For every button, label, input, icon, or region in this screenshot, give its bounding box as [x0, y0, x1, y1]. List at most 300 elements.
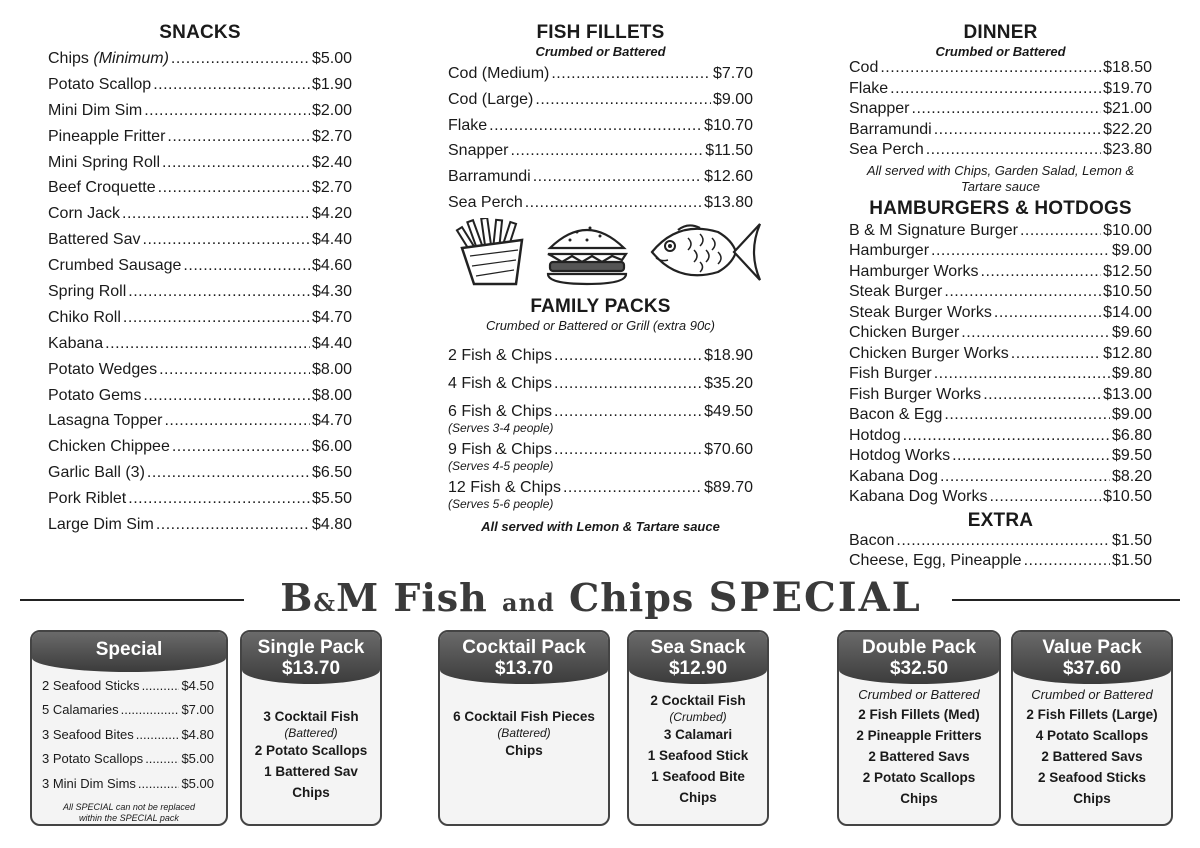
single-pack-body [242, 684, 380, 803]
family-pack-serves-note: (Serves 4-5 people) [448, 459, 554, 473]
item-price: $9.00 [1111, 406, 1152, 423]
item-name-text: Barramundi [448, 168, 531, 186]
item-name [448, 142, 509, 160]
dot-leader [903, 427, 1110, 445]
item-price: $4.20 [311, 205, 352, 223]
extra-item [849, 552, 1152, 573]
item-price: $8.00 [311, 360, 352, 378]
dot-leader [533, 168, 702, 186]
dot-leader [128, 283, 310, 301]
dot-leader [880, 59, 1101, 77]
item-name [849, 59, 878, 77]
special-row-name: 5 Calamaries [42, 702, 119, 718]
dot-leader [940, 468, 1110, 486]
special-pack-note-1: All SPECIAL can not be replaced [63, 801, 195, 812]
item-name [48, 412, 162, 430]
item-name-text: Fish Burger Works [849, 385, 982, 403]
item-name [849, 263, 979, 281]
fish-fillet-item [448, 91, 753, 117]
banner-title [256, 574, 946, 621]
item-price: $1.90 [311, 75, 352, 93]
family-pack-serves-note: (Serves 5-6 people) [448, 497, 554, 511]
item-price: $8.00 [311, 386, 352, 404]
sea-snack-line: 1 Seafood Stick [647, 748, 749, 763]
family-pack-row [448, 441, 753, 461]
item-name [849, 427, 901, 445]
item-name-text: Flake [849, 79, 889, 97]
item-price: $13.80 [704, 193, 753, 211]
family-pack-row [448, 479, 753, 499]
dot-leader [489, 117, 702, 135]
item-name-text: Large Dim Sim [48, 516, 154, 534]
dinner-item [849, 100, 1152, 121]
item-price: $9.50 [1111, 447, 1152, 464]
item-price: $5.00 [311, 50, 352, 67]
cocktail-pack-body [440, 684, 608, 761]
double-pack-line: Chips [900, 791, 938, 806]
item-name-text: Hotdog Works [849, 447, 951, 464]
fish-fillet-item [448, 142, 753, 168]
snack-item [48, 128, 352, 154]
extra-title: EXTRA [967, 509, 1034, 531]
item-name-text: Kabana [48, 334, 104, 352]
double-pack-card [837, 630, 1001, 826]
item-name-text: 6 Fish & Chips [448, 403, 553, 420]
snack-item [48, 205, 352, 231]
special-row-name: 3 Potato Scallops [42, 751, 144, 767]
burger-item [849, 304, 1152, 325]
dot-leader [144, 102, 310, 120]
double-pack-line: 2 Battered Savs [868, 749, 970, 764]
dot-leader [1011, 345, 1101, 363]
dot-leader [164, 412, 309, 430]
item-price: $10.70 [704, 116, 753, 134]
dot-leader [121, 702, 180, 717]
value-pack-line: Chips [1073, 791, 1111, 806]
value-pack-line: 2 Fish Fillets (Large) [1026, 707, 1158, 722]
burger-item [849, 242, 1152, 263]
burger-item [849, 447, 1152, 468]
dot-leader [934, 365, 1110, 383]
item-name-text: Barramundi [849, 120, 932, 138]
item-price: $23.80 [1103, 141, 1152, 158]
special-row-price: $7.00 [181, 702, 214, 718]
snack-item [48, 412, 352, 438]
fish-fillet-item [448, 65, 753, 91]
special-row-name: 3 Mini Dim Sims [42, 775, 136, 791]
family-packs-list [448, 347, 753, 511]
dot-leader [138, 776, 180, 791]
item-price: $4.30 [311, 283, 352, 301]
family-packs-footer: All served with Lemon & Tartare sauce [481, 519, 720, 534]
burger-item [849, 324, 1152, 345]
sea-snack-card [627, 630, 769, 826]
double-pack-body [839, 686, 999, 809]
item-name [849, 447, 950, 465]
snack-item [48, 179, 352, 205]
burger-item [849, 365, 1152, 386]
value-pack-sub: Crumbed or Battered [1031, 687, 1153, 702]
double-pack-line: 2 Potato Scallops [862, 770, 976, 785]
dot-leader [162, 154, 310, 172]
snack-item [48, 438, 352, 464]
burger-item [849, 488, 1152, 509]
item-name-text: Hamburger [849, 242, 930, 259]
item-price: $12.50 [1103, 262, 1152, 280]
item-name-text: Cod (Large) [448, 90, 534, 108]
burger-item [849, 427, 1152, 448]
value-pack-header [1013, 632, 1171, 684]
dot-leader [989, 488, 1101, 506]
sea-snack-header [629, 632, 767, 684]
snack-item [48, 490, 352, 516]
item-name-text: B & M Signature Burger [849, 221, 1018, 239]
family-pack-item [448, 441, 753, 473]
banner-chips: Chips [569, 575, 695, 620]
dot-leader [981, 263, 1102, 281]
dinner-subtitle: Crumbed or Battered [935, 44, 1066, 59]
item-price: $10.50 [1103, 283, 1152, 300]
dot-leader [554, 375, 702, 393]
dot-leader [159, 361, 310, 379]
item-name-text: Bacon [849, 531, 895, 549]
item-price: $8.20 [1111, 467, 1152, 485]
value-pack-body [1013, 686, 1171, 809]
item-name [48, 335, 103, 353]
single-pack-header [242, 632, 380, 684]
item-name-text: Cod [849, 59, 879, 76]
dot-leader [994, 304, 1101, 322]
item-price: $9.00 [712, 90, 753, 108]
item-name-text: Cod (Medium) [448, 65, 550, 82]
item-name [849, 222, 1018, 240]
special-row [42, 751, 214, 775]
item-price: $4.70 [311, 308, 352, 326]
value-pack-line: 4 Potato Scallops [1035, 728, 1149, 743]
family-pack-item [448, 347, 753, 367]
cocktail-pack-line: 6 Cocktail Fish Pieces [453, 709, 595, 724]
sea-snack-body [629, 684, 767, 808]
burgers-list [849, 222, 1152, 509]
special-row [42, 727, 214, 751]
dinner-item [849, 141, 1152, 162]
item-price: $4.80 [311, 516, 352, 534]
dot-leader [123, 309, 310, 327]
item-name [849, 283, 942, 301]
dot-leader [983, 386, 1101, 404]
dot-leader [961, 324, 1110, 342]
item-price: $18.90 [704, 347, 753, 364]
item-price: $11.50 [705, 142, 753, 160]
dot-leader [554, 347, 702, 365]
dinner-section [849, 22, 1152, 573]
item-price: $6.00 [311, 438, 352, 456]
item-price: $14.00 [1103, 303, 1152, 321]
fish-fillets-title: FISH FILLETS [536, 22, 665, 43]
burger-item [849, 468, 1152, 489]
item-name-text: 4 Fish & Chips [448, 375, 553, 392]
item-price: $12.80 [1103, 344, 1152, 362]
item-name-text: Mini Dim Sim [48, 101, 143, 119]
item-name [48, 179, 156, 197]
banner-amp: & [313, 588, 337, 617]
dot-leader [1024, 552, 1110, 570]
dot-leader [554, 403, 702, 421]
item-name [48, 283, 126, 301]
item-name-text: Crumbed Sausage [48, 257, 182, 275]
item-name-text: Chicken Burger [849, 324, 960, 341]
item-price: $49.50 [704, 403, 753, 420]
dot-leader [926, 141, 1101, 159]
sea-snack-price: $12.90 [668, 658, 728, 679]
fish-fillet-item [448, 168, 753, 194]
dot-leader [931, 242, 1110, 260]
item-qualifier: (Minimum) [93, 50, 169, 67]
snack-item [48, 76, 352, 102]
snack-item [48, 335, 352, 361]
item-name-text: 2 Fish & Chips [448, 347, 553, 364]
single-pack-line: 1 Battered Sav [264, 764, 358, 779]
snack-item [48, 154, 352, 180]
special-row-price: $5.00 [181, 775, 214, 791]
dinner-item [849, 59, 1152, 80]
dinner-title: DINNER [963, 22, 1038, 43]
item-price: $9.80 [1111, 365, 1152, 382]
double-pack-price: $32.50 [889, 658, 949, 679]
item-name [48, 464, 145, 482]
burger-item [849, 222, 1152, 243]
family-pack-serves-note: (Serves 3-4 people) [448, 421, 554, 435]
special-pack-header [32, 632, 226, 672]
cocktail-pack-line: Chips [505, 743, 543, 758]
dot-leader [952, 447, 1110, 465]
double-pack-header [839, 632, 999, 684]
item-price: $18.50 [1103, 59, 1152, 76]
snack-item [48, 257, 352, 283]
item-name-text: Kabana Dog [849, 467, 938, 485]
item-name [849, 365, 932, 383]
item-name [849, 406, 942, 424]
item-price: $13.00 [1103, 385, 1152, 403]
item-name [849, 242, 929, 260]
dot-leader [944, 283, 1101, 301]
dinner-footer: All served with Chips, Garden Salad, Lemon & Tartare sauce [866, 162, 1135, 194]
dot-leader [128, 490, 310, 508]
item-price: $1.50 [1111, 531, 1152, 549]
single-pack-note: (Battered) [284, 726, 338, 740]
family-pack-item [448, 403, 753, 435]
snacks-title: SNACKS [159, 22, 241, 43]
dot-leader [554, 441, 702, 459]
burger-item [849, 406, 1152, 427]
item-name [48, 128, 165, 146]
item-name [48, 516, 154, 534]
burger-item [849, 283, 1152, 304]
item-name-text: Battered Sav [48, 231, 141, 249]
dot-leader [896, 532, 1110, 550]
item-name [448, 117, 487, 135]
item-name-text: Chips [48, 50, 89, 67]
family-packs-title: FAMILY PACKS [530, 296, 671, 317]
item-name [448, 65, 549, 83]
dot-leader [1020, 222, 1101, 240]
dot-leader [944, 406, 1110, 424]
item-price: $4.70 [311, 412, 352, 430]
item-name-text: Snapper [448, 142, 509, 160]
item-name-text: Potato Wedges [48, 360, 158, 378]
value-pack-card [1011, 630, 1173, 826]
item-name [48, 438, 170, 456]
single-pack-line: 2 Potato Scallops [254, 743, 368, 758]
double-pack-sub: Crumbed or Battered [858, 687, 980, 702]
fish-icon [648, 218, 763, 286]
item-name-text: Spring Roll [48, 283, 127, 301]
item-name-text: Sea Perch [448, 193, 523, 211]
item-price: $6.80 [1111, 426, 1152, 444]
dot-leader [171, 50, 310, 68]
snack-item [48, 309, 352, 335]
food-illustrations [452, 218, 762, 286]
item-name [448, 403, 552, 421]
item-name-text: Bacon & Egg [849, 406, 943, 423]
banner-special: SPECIAL [708, 574, 922, 621]
item-name [448, 479, 561, 497]
item-name [849, 488, 987, 506]
burger-item [849, 263, 1152, 284]
family-pack-row [448, 403, 753, 423]
cocktail-pack-note: (Battered) [497, 726, 551, 740]
fish-fillet-item [448, 194, 753, 220]
special-pack-card [30, 630, 228, 826]
snacks-section [48, 22, 352, 542]
fish-fillets-section [448, 22, 753, 220]
item-price: $35.20 [704, 375, 753, 392]
dot-leader [183, 257, 310, 275]
burger-item [849, 386, 1152, 407]
item-price: $21.00 [1103, 100, 1152, 117]
fish-fillets-subtitle: Crumbed or Battered [535, 44, 666, 59]
special-row [42, 702, 214, 726]
single-pack-card [240, 630, 382, 826]
item-name [448, 168, 531, 186]
item-price: $4.40 [311, 231, 352, 249]
item-name [849, 100, 910, 118]
double-pack-title: Double Pack [861, 637, 977, 658]
double-pack-line: 2 Fish Fillets (Med) [858, 707, 980, 722]
dot-leader [511, 142, 704, 160]
dot-leader [147, 464, 310, 482]
item-price: $4.60 [311, 257, 352, 275]
item-price: $10.00 [1103, 221, 1152, 239]
item-name-text: Steak Burger Works [849, 303, 992, 321]
banner-and: and [502, 588, 555, 617]
single-pack-price: $13.70 [281, 658, 341, 679]
snack-item [48, 231, 352, 257]
item-name [849, 532, 894, 550]
item-name [48, 205, 120, 223]
item-name [448, 194, 523, 212]
family-pack-item [448, 375, 753, 395]
item-name-text: Garlic Ball (3) [48, 464, 145, 482]
value-pack-line: 2 Battered Savs [1041, 749, 1143, 764]
family-packs-section [448, 296, 753, 534]
single-pack-line: 3 Cocktail Fish [263, 709, 359, 724]
banner-line-right [952, 599, 1180, 601]
sea-snack-title: Sea Snack [650, 637, 746, 658]
item-name-text: Potato Gems [48, 386, 142, 404]
burgers-title: HAMBURGERS & HOTDOGS [869, 197, 1132, 219]
item-price: $4.40 [311, 334, 352, 352]
snack-item [48, 464, 352, 490]
cocktail-pack-card [438, 630, 610, 826]
snack-item [48, 387, 352, 413]
dot-leader [142, 678, 180, 693]
item-price: $9.00 [1111, 242, 1152, 259]
sea-snack-line: 2 Cocktail Fish [650, 693, 746, 708]
dinner-item [849, 121, 1152, 142]
chips-icon [452, 218, 532, 286]
dot-leader [158, 179, 310, 197]
cocktail-pack-title: Cocktail Pack [462, 637, 586, 658]
item-name-text: 12 Fish & Chips [448, 479, 561, 496]
item-name-text: Steak Burger [849, 283, 943, 300]
item-name-text: Hotdog [849, 426, 901, 444]
item-name [448, 375, 552, 393]
item-name [48, 490, 126, 508]
burger-item [849, 345, 1152, 366]
item-price: $10.50 [1103, 488, 1152, 505]
dot-leader [105, 335, 310, 353]
dot-leader [912, 100, 1102, 118]
special-row-price: $4.50 [181, 678, 214, 693]
dot-leader [563, 479, 702, 497]
dot-leader [934, 121, 1101, 139]
item-price: $89.70 [704, 479, 753, 496]
item-name-text: Chicken Chippee [48, 438, 170, 456]
value-pack-title: Value Pack [1042, 637, 1142, 658]
dot-leader [172, 438, 310, 456]
item-price: $70.60 [704, 441, 753, 458]
item-name-text: Kabana Dog Works [849, 488, 988, 505]
dot-leader [525, 194, 702, 212]
dot-leader [143, 387, 310, 405]
fish-fillet-item [448, 117, 753, 143]
special-row-name: 3 Seafood Bites [42, 726, 134, 742]
item-price: $9.60 [1111, 324, 1152, 341]
item-name [849, 141, 924, 159]
item-name-text: Beef Croquette [48, 179, 156, 197]
family-pack-row [448, 347, 753, 367]
item-name [48, 387, 141, 405]
item-price: $1.50 [1111, 552, 1152, 569]
item-name-text: Hamburger Works [849, 262, 979, 280]
item-name-text: Corn Jack [48, 205, 121, 223]
item-name-text: Cheese, Egg, Pineapple [849, 552, 1022, 569]
item-price: $5.50 [311, 490, 352, 508]
banner-line-left [20, 599, 244, 601]
special-row-price: $4.80 [181, 726, 214, 742]
special-row-name: 2 Seafood Sticks [42, 678, 140, 693]
dot-leader [890, 80, 1101, 98]
dot-leader [167, 128, 310, 146]
item-name [849, 304, 992, 322]
item-name [849, 324, 959, 342]
burger-icon [542, 218, 632, 286]
sea-snack-line: 1 Seafood Bite [651, 769, 745, 784]
item-name [849, 345, 1009, 363]
dinner-list [849, 59, 1152, 162]
fish-fillets-list [448, 65, 753, 220]
